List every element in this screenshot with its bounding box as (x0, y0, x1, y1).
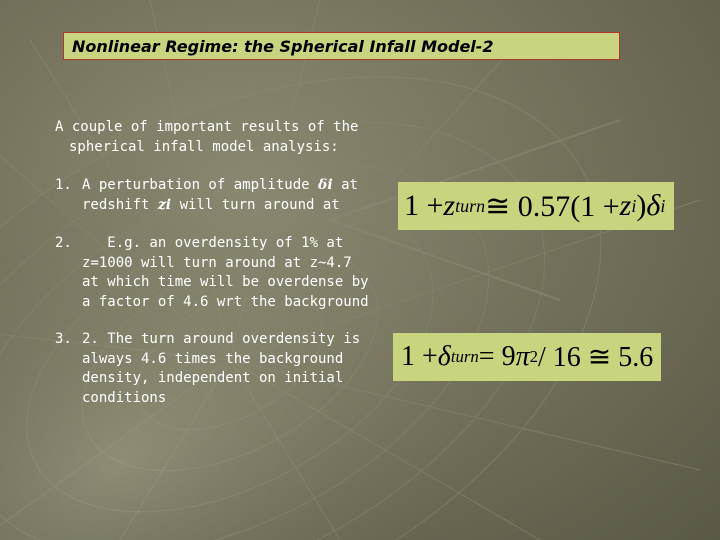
z-i-symbol: zi (157, 196, 172, 213)
item-line: conditions (82, 389, 167, 406)
item-line: z=1000 will turn around at z~4.7 (82, 254, 352, 271)
page-title: Nonlinear Regime: the Spherical Infall Model-2 (72, 36, 494, 56)
intro-line-1: A couple of important results of the (55, 119, 359, 135)
item-line: always 4.6 times the background (82, 350, 344, 367)
list-item-1 (55, 176, 358, 215)
intro-line-2: spherical infall model analysis: (69, 139, 339, 155)
item-line-1: A perturbation of amplitude δi at (82, 177, 358, 193)
title-box (63, 32, 620, 60)
item-line: density, independent on initial (82, 370, 344, 386)
list-item-2 (55, 234, 369, 312)
item-line: 2. The turn around overdensity is (82, 331, 361, 347)
turnaround-overdensity-equation: 1 + δ turn = 9 π 2 / 16 ≅ 5.6 (393, 333, 661, 381)
turnaround-redshift-equation: 1 + z turn ≅ 0.57(1 + z i ) δ i (398, 182, 674, 230)
item-line: E.g. an overdensity of 1% at (82, 235, 344, 251)
delta-i-symbol: δi (318, 177, 333, 193)
item-line: at which time will be overdense by (82, 274, 369, 290)
item-line: a factor of 4.6 wrt the background (82, 293, 369, 310)
item-line-2: redshift zi will turn around at (82, 196, 340, 213)
item-number: 3. (55, 331, 72, 347)
intro-text (55, 117, 375, 157)
item-number: 1. (55, 177, 72, 193)
item-number: 2. (55, 235, 72, 251)
list-item-3 (55, 330, 360, 408)
